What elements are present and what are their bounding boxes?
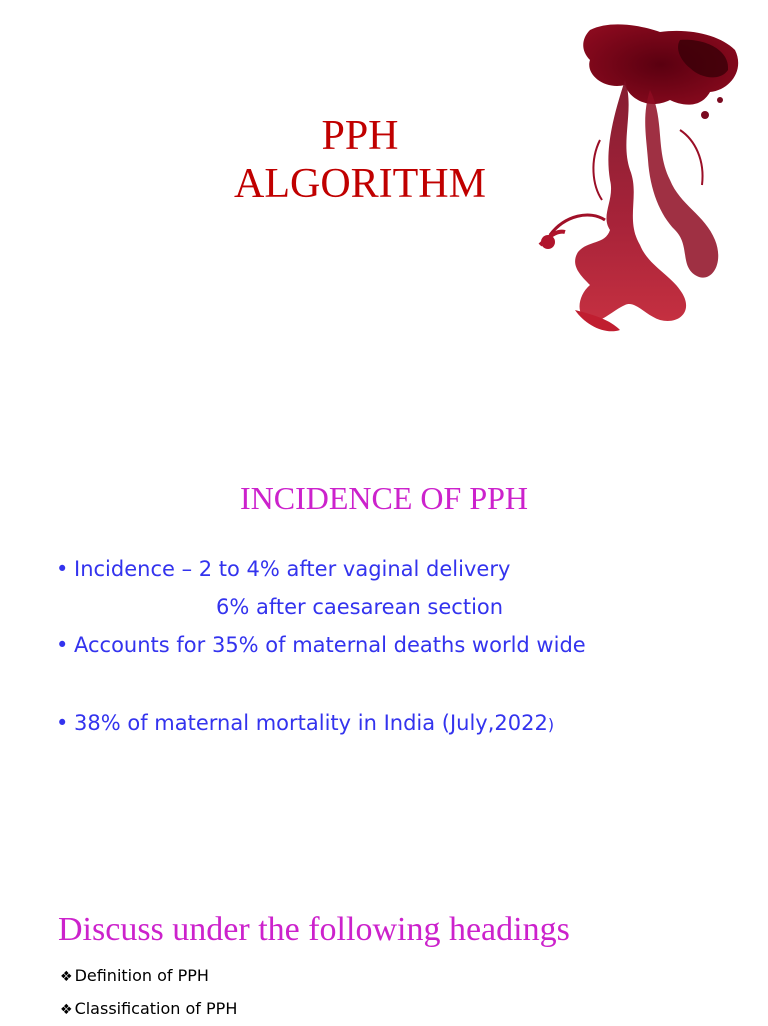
bullet-spacer (56, 664, 756, 704)
list-item (60, 960, 237, 993)
title-line-1: PPH (321, 113, 399, 159)
incidence-heading: INCIDENCE OF PPH (239, 480, 529, 516)
diamond-bullet-icon: ❖ (60, 1002, 73, 1018)
bullet-india-mortality (56, 704, 756, 744)
bullet-deaths-worldwide (56, 626, 756, 664)
bullet-incidence (56, 550, 756, 588)
list-item-text: Definition of PPH (74, 966, 209, 985)
title-slide (0, 0, 768, 440)
incidence-bullet-list (56, 550, 756, 744)
incidence-slide (0, 440, 768, 860)
slide-title (170, 112, 550, 208)
bullet-closing-paren: ) (547, 715, 555, 734)
bullet-text: Accounts for 35% of maternal deaths world wide (74, 633, 586, 657)
bullet-incidence-continuation: 6% after caesarean section (216, 595, 504, 619)
list-item-text: Classification of PPH (74, 999, 238, 1018)
bullet-text: Incidence – 2 to 4% after vaginal delivery (74, 557, 511, 581)
bullet-dot: • (56, 557, 69, 581)
bullet-dot: • (56, 633, 69, 657)
title-line-2: ALGORITHM (234, 161, 486, 207)
list-item (60, 993, 237, 1026)
discuss-slide (0, 860, 768, 1024)
bullet-dot: • (56, 711, 69, 735)
blood-ink-image (530, 20, 745, 340)
bullet-text: 38% of maternal mortality in India (July,2022 (74, 711, 548, 735)
discuss-heading: Discuss under the following headings (58, 911, 570, 948)
headings-list (60, 960, 237, 1026)
diamond-bullet-icon: ❖ (60, 969, 73, 985)
